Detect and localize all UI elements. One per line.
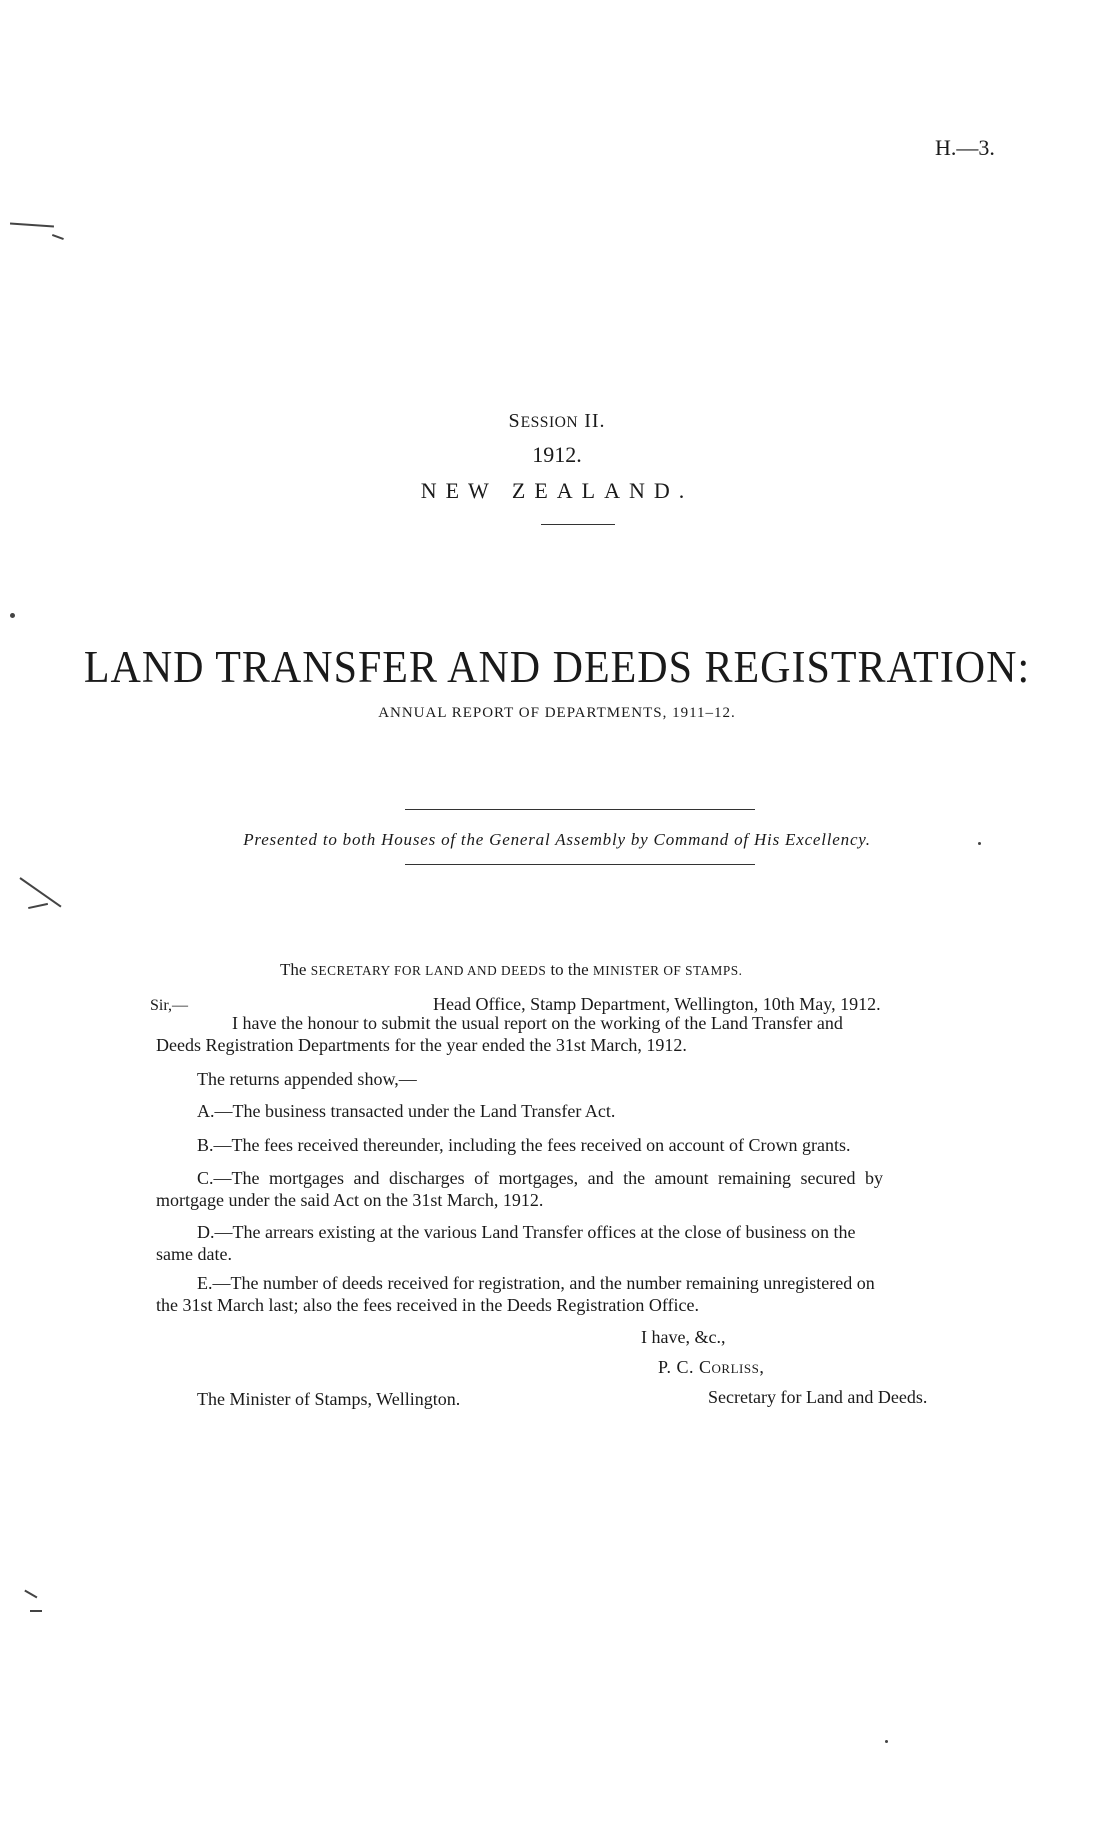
session-word-rest: ESSION bbox=[520, 414, 579, 431]
country-name: NEW ZEALAND. bbox=[420, 478, 694, 503]
heading-the: The bbox=[280, 960, 307, 979]
return-item-e-line-2: the 31st March last; also the fees received in the Deeds Registration Office. bbox=[156, 1295, 699, 1315]
paper-number: H.—3. bbox=[935, 135, 995, 160]
returns-intro: The returns appended show,— bbox=[197, 1069, 417, 1089]
presented-line: Presented to both Houses of the General Assembly by Command of His Excellency. bbox=[243, 830, 871, 849]
report-subtitle: ANNUAL REPORT OF DEPARTMENTS, 1911–12. bbox=[378, 705, 736, 721]
session-number: II. bbox=[584, 410, 606, 432]
return-item-e-line-1: E.—The number of deeds received for registration, and the number remaining unregistered on bbox=[197, 1273, 875, 1293]
session-year: 1912. bbox=[532, 442, 582, 467]
scan-mark bbox=[10, 222, 54, 227]
salutation: Sir,— bbox=[150, 997, 189, 1014]
signatory: P. C. Corliss, bbox=[658, 1357, 765, 1377]
scan-mark bbox=[30, 1610, 42, 1612]
presented-rule-bottom bbox=[405, 864, 755, 865]
signatory-title: Secretary for Land and Deeds. bbox=[708, 1387, 928, 1407]
paragraph-1-line-1: I have the honour to submit the usual report on the working of the Land Transfer and bbox=[232, 1013, 843, 1033]
scan-mark bbox=[25, 1590, 38, 1598]
return-item-a: A.—The business transacted under the Land Transfer Act. bbox=[197, 1101, 616, 1121]
return-item-d-line-1: D.—The arrears existing at the various Land Transfer offices at the close of business on the bbox=[197, 1222, 856, 1242]
scan-mark bbox=[10, 613, 15, 618]
return-item-c-line-1: C.—The mortgages and discharges of mortgages, and the amount remaining secured by bbox=[197, 1168, 883, 1188]
scan-mark bbox=[28, 903, 48, 909]
session-word-initial: S bbox=[508, 410, 521, 432]
closing: I have, &c., bbox=[641, 1327, 726, 1347]
heading-minister: MINISTER OF STAMPS. bbox=[592, 963, 743, 978]
letter-heading bbox=[280, 960, 742, 980]
heading-secretary: SECRETARY FOR LAND AND DEEDS bbox=[310, 963, 547, 978]
scan-mark bbox=[885, 1740, 888, 1743]
scan-mark bbox=[52, 234, 64, 240]
address-date: Head Office, Stamp Department, Wellington, 10th May, 1912. bbox=[433, 994, 881, 1014]
presented-rule-top bbox=[405, 809, 755, 810]
report-title: LAND TRANSFER AND DEEDS REGISTRATION: bbox=[83, 643, 1031, 693]
return-item-c-line-2: mortgage under the said Act on the 31st March, 1912. bbox=[156, 1190, 544, 1210]
session-line bbox=[0, 410, 1114, 433]
session-rule bbox=[541, 524, 615, 525]
paragraph-1-line-2: Deeds Registration Departments for the year ended the 31st March, 1912. bbox=[156, 1035, 687, 1055]
addressee: The Minister of Stamps, Wellington. bbox=[197, 1389, 461, 1409]
heading-to-the: to the bbox=[550, 960, 589, 979]
return-item-d-line-2: same date. bbox=[156, 1244, 232, 1264]
scan-mark bbox=[19, 877, 61, 907]
return-item-b: B.—The fees received thereunder, including the fees received on account of Crown grants. bbox=[197, 1135, 851, 1155]
